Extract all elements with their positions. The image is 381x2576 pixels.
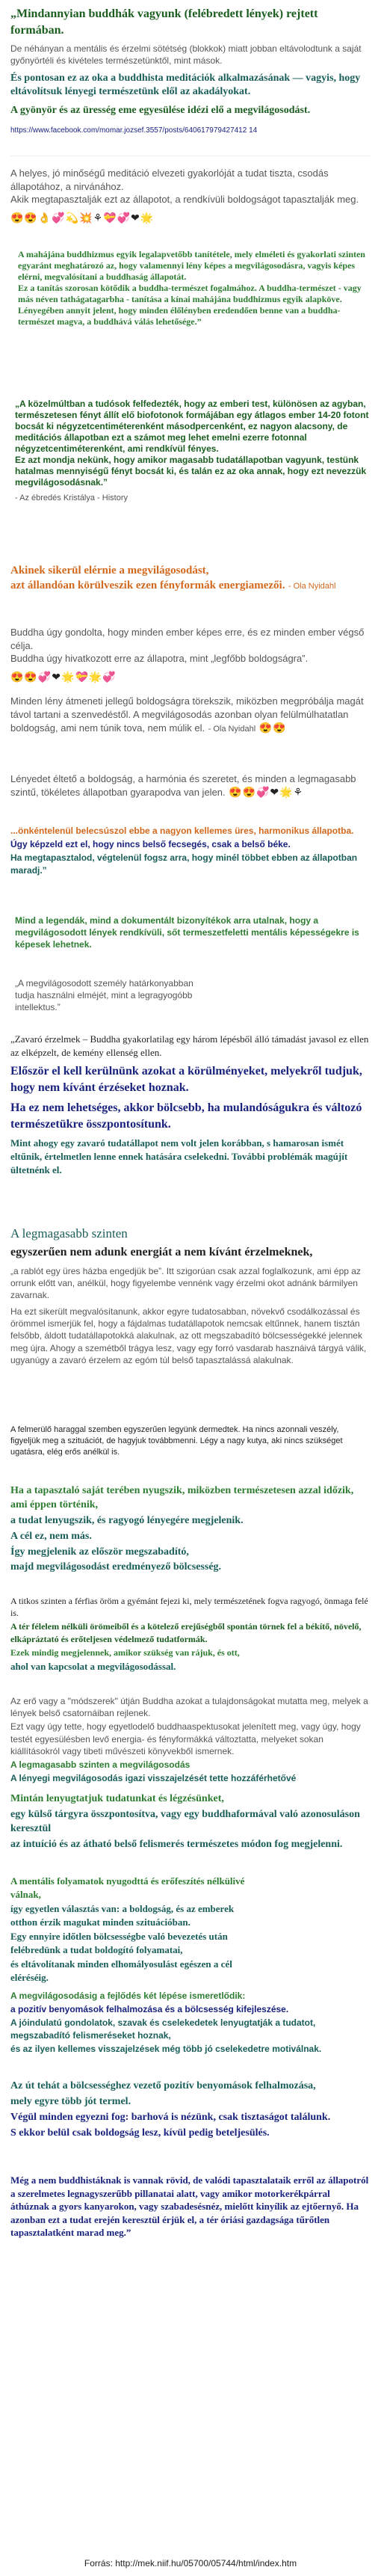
methods-block: [0, 1689, 381, 1786]
intellect-block: [0, 971, 381, 1027]
abilities-text: Mind a legendák, mind a dokumentált bizonyítékok arra utalnak, hogy a megvilágosodott lények rendkívüli, sőt termeszetfeletti mentális képességekre is képesek lehetnek.: [15, 915, 359, 950]
facebook-link[interactable]: https://www.facebook.com/momar.jozsef.3557/posts/640617979427412 14: [10, 126, 258, 135]
experiencer-l1: Ha a tapasztaló saját terében nyugszik, miközben természetesen azzal időzik, ami éppen történik,: [10, 1485, 354, 1510]
experiencer-block: [0, 1478, 381, 1589]
intro-p1: De néhányan a mentális és érzelmi sötétség (blokkok) miatt jobban eltávolodtunk a saját győnyörtéli és kivételes természetünktől, mint mások.: [10, 43, 362, 67]
non-buddhists-text: Még a nem buddhistáknak is vannak rövid, de valódi tapasztalataik erről az állapotról a szerelmetes legnagyszerűbb pillanatai alatt, vagy amikor motorkerékpárral áthúznak a gyors kanyarokon, vagy szabadesésnéz, mielőtt kinyílik az ejtőernyő. Ha azonban ezt a tudat erején keresztül érjük el, a tér óriási gazdagsága tűrőtlen tapasztalatként marad meg.”: [10, 2174, 369, 2239]
methods-p4: A lényegi megvilágosodás igazi visszajelzését tette hozzáférhetővé: [10, 1773, 297, 1784]
anger-block: [0, 1418, 381, 1478]
highest-h1: A legmagasabb szinten: [10, 1226, 128, 1241]
intro-p3: A gyönyör és az üresség eme egyesülése idézi elő a megvilágosodást.: [10, 105, 311, 117]
mental-processes-block: [0, 1869, 381, 1984]
enlighten-line2: azt állandóan körülveszik ezen fényformák energiamezői.: [10, 580, 285, 592]
mental-l1: A mentális folyamatok nyugodttá és erőfeszítés nélkülivé válnak,: [10, 1875, 245, 1900]
highest-level-block: [0, 1220, 381, 1418]
emoji-row: 😍😍: [258, 722, 287, 734]
highest-p2: Ha ezt sikerült megvalósítanunk, akkor egyre tudatosabban, növekvő csodálkozással és örömmel ismerjük fel, hogy a fájdalmas tudatállapotok nemcsak eltűnnek, hanem tisztán felsőbb, áldott tudatállapotokká alakulnak, az ott megszabadító bölcsességekké jelennek meg újra. Ahogy a szemétből trágya lesz, vagy egy forró vasdarab hasznáivá tárgyá válik, ugyanúgy a zavaró érzelem az egóm túl belső tapasztalássá alakulnak.: [10, 1306, 367, 1365]
methods-p1: Az erő vagy a "módszerek" útján Buddha azokat a tulajdonságokat mutatta meg, melyek a lények belső csatornáiban rejlenek.: [10, 1696, 368, 1719]
path-block: [0, 2069, 381, 2168]
biophoton-credit: - Az ébredés Kristálya - History: [15, 494, 128, 502]
steps-l4: és az ilyen kellemes visszajelzések még több jó cselekedetre motiválnak.: [10, 2043, 322, 2054]
secret-l1: A titkos szinten a férfias öröm a gyémánt fejezi ki, mely természetének fogva ragyogó, önmaga felé is.: [10, 1596, 368, 1619]
mahayana-text: A mahájána buddhizmus egyik legalapvetőbb tanítétele, mely elméleti és gyakorlati szinten egyaránt meghatározó az, hogy valamennyi lény képes a megvilágosodásra, vagyis képes elérni, megvalósítani a buddhaság állapotát. Ez a tanítás szorosan kötődik a buddha-természet fogalmához. A buddha-természet - vagy más néven tathágatagarbha - tanítása a kínai mahájána buddhizmus egyik alapköve. Lényegében annyit jelent, hogy minden élőlényben eredendően benne van a buddha-természet magva, a buddhává válás lehetősége.”: [18, 249, 365, 327]
calm-l1: Mintán lenyugtatjuk tudatunkat és légzésünket,: [10, 1793, 224, 1804]
path-l1: Az út tehát a bölcsességhez vezető pozitív benyomások felhalmozása,: [10, 2080, 316, 2091]
intro-title: „Mindannyian buddhák vagyunk (felébredett lények) rejtett formában.: [10, 7, 318, 37]
steps-l3: A jóindulatú gondolatok, szavak és cselekedetek lenyugtatják a tudatot, megszabadító felismeréseket hoznak,: [10, 2017, 316, 2041]
biophoton-block: [0, 393, 381, 551]
experiencer-l2: a tudat lenyugszik, és ragyogó lényegére megjelenik.: [10, 1514, 244, 1526]
highest-p1: „a rablót egy üres házba engedjük be”. Itt szigorúan csak azzal foglalkozunk, ami épp az orrunk előtt van, anélkül, hogy figyelembe vennénk vagy érzelmi okot adnánk bármilyen zavarnak.: [10, 1265, 361, 1300]
secret-level-block: [0, 1589, 381, 1689]
empty-state-block: [0, 819, 381, 909]
meditation-block: [0, 156, 381, 243]
steps-l1: A megvilágosodásig a fejlődés két lépése ismeretlődik:: [10, 1991, 246, 2001]
experiencer-l5: majd megvilágosodást eredményező bölcsesség.: [10, 1561, 222, 1573]
calm-l2: egy külső tárgyra összpontosítva, vagy egy buddhaformával való azonosuláson keresztül: [10, 1808, 360, 1834]
methods-p2: Ezt vagy úgy tette, hogy egyetlodelő buddhaaspektusokat jelenített meg, vagy úgy, hogy testét egyesülésben levő energia- és fényformákká változtatta, melyeket sokan kiállításokról vagy tibeti művészeti könyvekből ismernek.: [10, 1721, 361, 1756]
meditation-text: A helyes, jó minőségű meditáció elvezeti gyakorlóját a tudat tiszta, csodás állapotához, a nirvánához. Akik megtapasztalják ezt az állapotot, a rendkívüli boldogságot tapasztalják meg.: [10, 167, 359, 206]
disturbing-emotions-block: [0, 1027, 381, 1220]
harmony-block: [0, 766, 381, 819]
harmony-text: Lényedet éltető a boldogság, a harmónia és szeretet, és minden a legmagasabb szintű, tökéletes állapotban gyarapodva van jelen.: [10, 773, 356, 798]
highest-h2: egyszerűen nem adunk energiát a nem kívánt érzelmeknek,: [10, 1245, 313, 1258]
biophoton-text: „A közelmúltban a tudósok felfedezték, hogy az emberi test, különösen az agyban, természetesen fényt állít elő biofotonok formájában egy átlagos ember 14-20 fotont bocsát ki négyzetcentiméterenként másodpercenként, ez nagyon alacsony, de meditációs állapotban ezt a számot meg lehet emelni ezerre fotonnal négyzetcentiméterenként, ami rendkívül fényes. Ez azt mondja nekünk, hogy amikor magasabb tudatállapotban vagyunk, testünk hatalmas mennyiségű fényt bocsát ki, és talán ez az oka annak, hogy ezt nevezzük megvilágosodásnak.”: [15, 399, 369, 488]
source-footer[interactable]: Forrás: http://mek.niif.hu/05700/05744/html/index.htm: [84, 2558, 297, 2569]
mental-l4: és eltávolítanak minden elhomályosulást egészen a cél eléréséig.: [10, 1958, 232, 1983]
mental-l3: Egy ennyire időtlen bölcsességbe való bevezetés után felébredünk a tudat boldogító folyamatai,: [10, 1931, 228, 1955]
two-steps-block: [0, 1984, 381, 2069]
emoji-row: 😍😍💞❤🌟⚘: [229, 786, 304, 798]
empty-state-l1: ...önkéntelenül belecsúszol ebbe a nagyon kellemes üres, harmonikus állapotba.: [10, 826, 354, 836]
buddha-happiness-block: [0, 620, 381, 689]
happiness-text: Minden lény átmeneti jellegű boldogságra törekszik, miközben megpróbálja magát távol tartani a szenvedéstől. A megvilágosodás azonban olyan felülmúlhatatlan boldogság, ami nem túnik tova, nem múlik el.: [10, 695, 364, 734]
secret-l3: Ezek mindig megjelennek, amikor szükség van rájuk, és ott,: [10, 1647, 240, 1658]
non-buddhists-block: [0, 2168, 381, 2250]
path-l3: Végül minden egyezni fog: barhová is nézünk, csak tisztaságot találunk.: [10, 2111, 331, 2123]
buddha-happiness-text: Buddha úgy gondolta, hogy minden ember képes erre, és ez minden ember végső célja. Buddha úgy hivatkozott erre az állapotra, mint „legfőbb boldogságra”.: [10, 627, 365, 665]
mental-l2: így egyetlen választás van: a boldogság, és az emberek otthon érzik magukat minden szituációban.: [10, 1903, 235, 1928]
intellect-text: „A megvilágosodott személy határkonyabban tudja használni elméjét, mint a legragyogóbb intellektus.”: [15, 978, 193, 1013]
happiness-block: [0, 689, 381, 766]
emoji-row: 😍😍💞❤🌟💝🌟💞: [10, 670, 117, 683]
emotions-p1: „Zavaró érzelmek – Buddha gyakorlatilag egy három lépésből álló támadást javasol ez ellen az elképzelt, de kemény ellenség ellen.: [10, 1033, 369, 1058]
mahayana-block: [0, 243, 381, 393]
path-l2: mely egyre több jót termel.: [10, 2095, 131, 2107]
methods-p3: A legmagasabb szinten a megvilágosodás: [10, 1759, 190, 1770]
emotions-p3: Ha ez nem lehetséges, akkor bölcsebb, ha mulandóságukra és változó természetükre összpontosítunk.: [10, 1101, 362, 1131]
anger-text: A felmerülő haraggal szemben egyszerűen legyünk dermedtek. Ha nincs azonnali veszély, figyeljük meg a szituációt, de hagyjuk továbbmenni. Légy a nagy kutya, aki nincs szükséget ugatásra, elég erős anélkül is.: [10, 1425, 343, 1457]
experiencer-l3: A cél ez, nem más.: [10, 1530, 92, 1542]
secret-l2: A tér félelem nélküli örömeiből és a kötelező erejűségből spontán törnek fel a békítő, növelő, elkápráztató és erőteljesen védelmező tudatformák.: [10, 1621, 362, 1644]
happiness-credit: - Ola Nyidahl: [208, 725, 256, 734]
emoji-row: 😍😍👌💞💫💥⚘💝💞❤🌟: [10, 211, 155, 224]
secret-l4: ahol van kapcsolat a megvilágosodással.: [10, 1660, 176, 1672]
enlighten-credit: - Ola Nyidahl: [288, 582, 336, 591]
empty-state-l3: Ha megtapasztalod, végtelenül fogsz arra, hogy minél többet ebben az állapotban maradj.”: [10, 852, 358, 876]
emotions-p4: Mint ahogy egy zavaró tudatállapot nem volt jelen korábban, s hamarosan ismét eltűnik, értelmetlen lenne ennek hatására cselekedni. További problémák magújít ültetnénk el.: [10, 1137, 348, 1175]
emotions-p2: Először el kell kerülnünk azokat a körülményeket, melyekről tudjuk, hogy nem kívánt érzéseket hoznak.: [10, 1065, 362, 1094]
experiencer-l4: Így megjelenik az először megszabadító,: [10, 1546, 189, 1558]
abilities-block: [0, 909, 381, 971]
enlighten-fields-block: [0, 551, 381, 620]
steps-l2: a pozitív benyomások felhalmozása és a bölcsesség kifejleszése.: [10, 2004, 289, 2015]
calm-l3: az intuíció és az átható belső felismerés természetes módon fog megjelenni.: [10, 1838, 343, 1850]
intro-p2: És pontosan ez az oka a buddhista meditációk alkalmazásának — vagyis, hogy eltávolítsuk lényegi természetünk elől az akadályokat.: [10, 72, 361, 98]
calm-mind-block: [0, 1786, 381, 1869]
enlighten-line1: Akinek sikerül elérnie a megvilágosodást,: [10, 565, 209, 577]
intro-block: [0, 0, 381, 156]
path-l4: S ekkor belül csak boldogság lesz, kívül pedig beteljesülés.: [10, 2127, 270, 2139]
empty-state-l2: Úgy képzeld ezt el, hogy nincs belső fecsegés, csak a belső béke.: [10, 839, 291, 850]
